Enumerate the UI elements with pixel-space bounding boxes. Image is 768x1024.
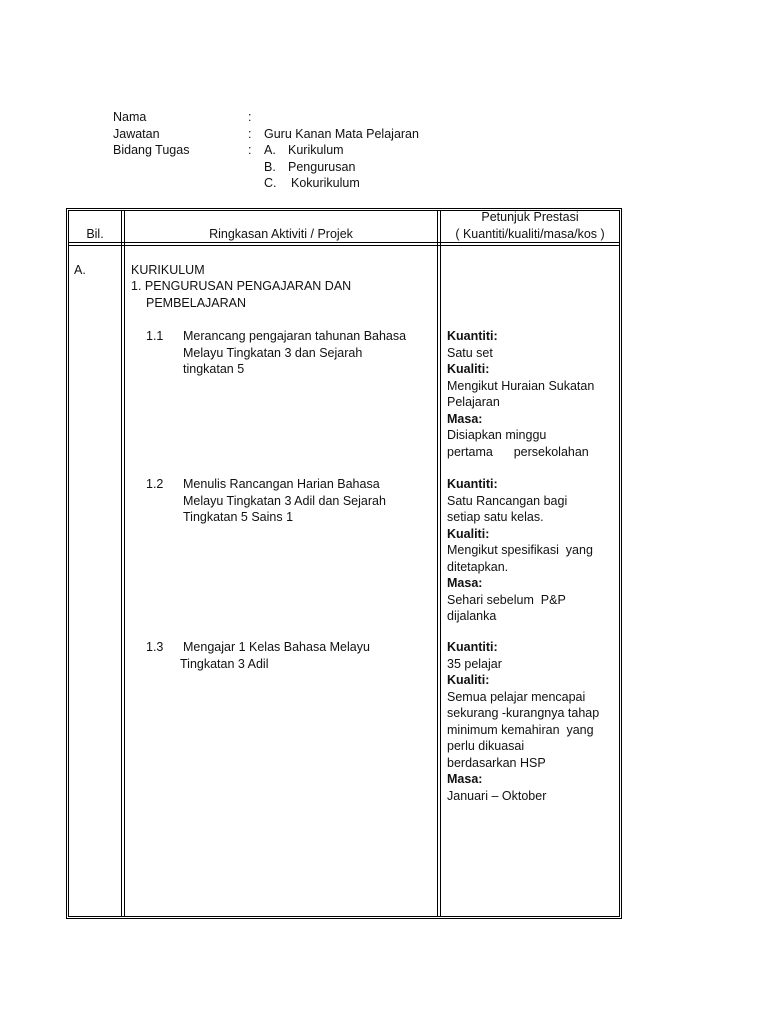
header-petunjuk-line1: Petunjuk Prestasi	[481, 210, 579, 224]
col-divider	[124, 210, 125, 916]
jawatan-value: Guru Kanan Mata Pelajaran	[264, 126, 419, 141]
header-block	[113, 109, 419, 192]
kualiti-value: Mengikut spesifikasi yang	[447, 543, 593, 557]
masa-label: Masa:	[447, 411, 483, 426]
masa-value: Sehari sebelum P&P	[447, 592, 566, 607]
indicator-1-2	[447, 476, 615, 625]
kualiti-value: Mengikut Huraian Sukatan	[447, 378, 595, 393]
subsection-line1: 1. PENGURUSAN PENGAJARAN DAN	[131, 279, 352, 293]
jawatan-label: Jawatan	[113, 126, 160, 141]
masa-value: dijalanka	[447, 609, 497, 623]
desc-line: Melayu Tingkatan 3 Adil dan Sejarah	[183, 493, 386, 508]
desc-line: tingkatan 5	[183, 362, 245, 376]
desc-line: Melayu Tingkatan 3 dan Sejarah	[183, 345, 363, 360]
bidang-row-c	[113, 175, 419, 192]
bidang-text: Kokurikulum	[291, 176, 360, 190]
bidang-text: Kurikulum	[288, 143, 344, 157]
bidang-colon: :	[248, 143, 252, 157]
masa-label: Masa:	[447, 576, 483, 590]
bidang-letter: B.	[264, 159, 276, 174]
subsection-line2: PEMBELAJARAN	[146, 296, 247, 310]
jawatan-row	[113, 126, 419, 143]
nama-colon: :	[248, 110, 252, 124]
header-divider	[68, 245, 619, 246]
kualiti-value: ditetapkan.	[447, 559, 509, 574]
kualiti-value: perlu dikuasai	[447, 739, 525, 753]
kuantiti-value: 35 pelajar	[447, 656, 502, 671]
kuantiti-value: setiap satu kelas.	[447, 510, 544, 524]
masa-label: Masa:	[447, 772, 483, 786]
desc-line: Tingkatan 3 Adil	[180, 656, 269, 671]
item-number: 1.1	[146, 329, 164, 343]
jawatan-colon: :	[248, 126, 252, 141]
kualiti-value: sekurang -kurangnya tahap	[447, 706, 600, 720]
desc-line: Mengajar 1 Kelas Bahasa Melayu	[183, 640, 370, 654]
bidang-item-a	[264, 142, 344, 159]
row-bil: A.	[74, 263, 86, 277]
bidang-row	[113, 142, 419, 159]
item-description	[180, 639, 433, 672]
item-number: 1.2	[146, 477, 164, 491]
item-number: 1.3	[146, 640, 164, 654]
kuantiti-value: Satu Rancangan bagi	[447, 493, 568, 508]
bidang-item-b	[264, 159, 355, 176]
col-divider	[437, 210, 438, 916]
kualiti-label: Kualiti:	[447, 673, 490, 687]
kuantiti-value: Satu set	[447, 345, 493, 360]
kualiti-label: Kualiti:	[447, 526, 490, 541]
bidang-letter: C.	[264, 176, 277, 190]
header-bil: Bil.	[86, 227, 104, 241]
item-description	[183, 476, 433, 526]
col-divider	[440, 210, 441, 916]
bidang-label: Bidang Tugas	[113, 143, 190, 157]
indicator-1-1	[447, 328, 615, 460]
kuantiti-label: Kuantiti:	[447, 329, 498, 343]
kualiti-value: Semua pelajar mencapai	[447, 689, 586, 704]
kualiti-value: berdasarkan HSP	[447, 755, 546, 770]
masa-value: Disiapkan minggu	[447, 428, 547, 442]
kualiti-value: minimum kemahiran yang	[447, 722, 594, 737]
bidang-letter: A.	[264, 143, 276, 157]
bidang-row-b	[113, 159, 419, 176]
kuantiti-label: Kuantiti:	[447, 477, 498, 491]
bidang-item-c	[264, 175, 360, 192]
header-ringkasan: Ringkasan Aktiviti / Projek	[209, 227, 353, 241]
desc-line: Merancang pengajaran tahunan Bahasa	[183, 329, 407, 343]
kuantiti-label: Kuantiti:	[447, 640, 498, 654]
masa-value: Januari – Oktober	[447, 788, 547, 803]
desc-line: Menulis Rancangan Harian Bahasa	[183, 477, 380, 491]
nama-label: Nama	[113, 110, 147, 124]
nama-row	[113, 109, 419, 126]
masa-value: pertama persekolahan	[447, 444, 589, 459]
bidang-text: Pengurusan	[288, 159, 356, 174]
section-title: KURIKULUM	[131, 263, 205, 277]
header-petunjuk-line2: ( Kuantiti/kualiti/masa/kos )	[455, 227, 605, 241]
kualiti-value: Pelajaran	[447, 395, 500, 409]
kualiti-label: Kualiti:	[447, 362, 490, 376]
desc-line: Tingkatan 5 Sains 1	[183, 510, 294, 524]
item-description	[183, 328, 433, 378]
performance-table	[66, 208, 622, 919]
indicator-1-3	[447, 639, 619, 804]
col-divider	[121, 210, 122, 916]
